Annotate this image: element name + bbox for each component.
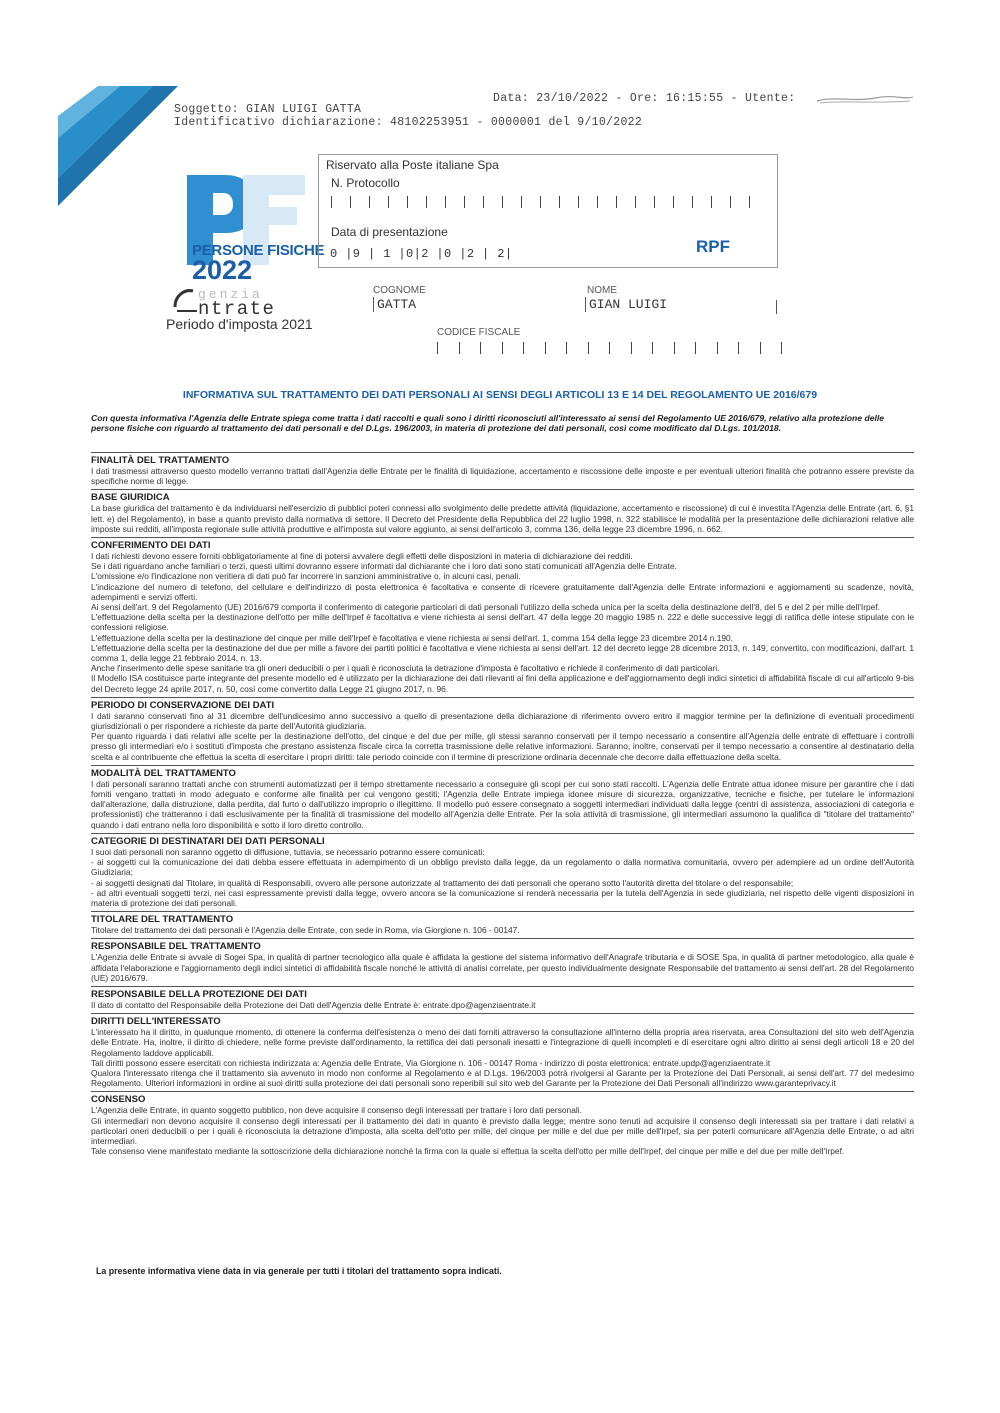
char-cell — [738, 342, 760, 354]
model-code: RPF — [696, 237, 730, 256]
char-cell — [483, 196, 502, 208]
char-cell — [559, 196, 578, 208]
pf-logo-title: PERSONE FISICHE — [192, 242, 325, 259]
char-cell — [521, 196, 540, 208]
char-cell — [717, 342, 739, 354]
agenzia-logo-line1: genzia — [198, 287, 263, 302]
section-title: RESPONSABILE DELLA PROTEZIONE DEI DATI — [91, 988, 307, 1000]
section-title: CONSENSO — [91, 1094, 146, 1106]
char-cell — [566, 342, 588, 354]
section-body: La base giuridica del trattamento è da individuarsi nell'esercizio di pubblici poteri connessi allo svolgimento delle predette attività (liquidazione, accertamento e riscossione) di cui è investita l'Agenzia delle Entrate (art. 6, §1 lett. e) del Regolamento), in base a quanto previsto dalla normativa di settore. Il Decreto del Presidente della Repubblica del 22 luglio 1998, n. 322 stabilisce le modalità per la presentazione delle dichiarazioni relative alle imposte sui redditi, all'imposta regionale sulle attività produttive e all'imposta sul valore aggiunto, ai sensi dell'articolo 3, comma 136, della legge 23 dicembre 1996, n. 662. — [91, 503, 914, 534]
section-title: CONFERIMENTO DEI DATI — [91, 540, 211, 552]
section-body: I dati richiesti devono essere forniti obbligatoriamente al fine di potersi avvalere degli effetti delle disposizioni in materia di dichiarazione dei redditi. Se i dati riguardano anche familiari o terzi, questi ultimi dovranno essere informati dal dichiarante che i loro dati sono stati comunicati all'Agenzia delle Entrate. L'omissione e/o l'indicazione non veritiera di dati può far incorrere in sanzioni amministrative o, in alcuni casi, penali. L'indicazione del numero di telefono, del cellulare e dell'indirizzo di posta elettronica è facoltativa e consente di ricevere gratuitamente dall'Agenzia delle Entrate informazioni e aggiornamenti su scadenze, novità, adempimenti e servizi offerti. Ai sensi dell'art. 9 del Regolamento (UE) 2016/679 comporta il conferimento di categorie particolari di dati personali l'utilizzo della scheda unica per la scelta della destinazione dell'8, del 5 e del 2 per mille dell'Irpef. L'effettuazione della scelta per la destinazione dell'otto per mille dell'Irpef è facoltativa e viene richiesta ai sensi dell'art. 47 della legge 20 maggio 1985 n. 222 e delle successive leggi di ratifica delle intese stipulate con le confessioni religiose. L'effettuazione della scelta per la destinazione del cinque per mille dell'Irpef è facoltativa e viene richiesta ai sensi dell'art. 1, comma 154 della legge 23 dicembre 2014 n.190. L'effettuazione della scelta per la destinazione del due per mille a favore dei partiti politici è facoltativa e viene richiesta ai sensi dell'art. 12 del decreto legge 28 dicembre 2013, n. 149, convertito, con modificazioni, dall'art. 1 comma 1, della legge 21 febbraio 2014, n. 13. Anche l'inserimento delle spese sanitarie tra gli oneri deducibili o per i quali è riconosciuta la detrazione d'imposta è facoltativo e richiede il conferimento di dati particolari. Il Modello ISA costituisce parte integrante del presente modello ed è utilizzato per la dichiarazione dei dati rilevanti ai fini della applicazione e dell'aggiornamento degli indici sintetici di affidabilità fiscale di cui all'articolo 9-bis del Decreto legge 24 aprile 2017, n. 50, così come convertito dalla Legge 21 giugno 2017, n. 96. — [91, 551, 914, 694]
data-presentazione-label: Data di presentazione — [331, 225, 448, 239]
char-cell — [692, 196, 711, 208]
agenzia-entrate-emblem-icon — [171, 285, 201, 315]
char-cell — [616, 196, 635, 208]
section-body: Titolare del trattamento dei dati personali è l'Agenzia delle Entrate, con sede in Roma, via Giorgione n. 106 - 00147. — [91, 925, 520, 936]
char-cell-end — [749, 196, 750, 208]
char-cell — [635, 196, 654, 208]
char-cell — [523, 342, 545, 354]
char-cell — [350, 196, 369, 208]
section-body: Il dato di contatto del Responsabile della Protezione dei Dati dell'Agenzia delle Entrate è: entrate.dpo@agenziaentrate.it — [91, 999, 536, 1010]
poste-reserved-box — [318, 154, 778, 268]
cognome-value: GATTA — [373, 297, 416, 312]
char-cell-end — [781, 342, 782, 354]
codice-fiscale-label: CODICE FISCALE — [437, 327, 521, 338]
char-cell — [673, 196, 692, 208]
poste-reserved-label: Riservato alla Poste italiane Spa — [326, 158, 499, 172]
header-data-ora: Data: 23/10/2022 - Ore: 16:15:55 - Utente: — [493, 92, 796, 105]
section-title: MODALITÀ DEL TRATTAMENTO — [91, 767, 236, 779]
codice-fiscale-field — [437, 342, 782, 354]
informativa-intro: Con questa informativa l'Agenzia delle Entrate spiega come tratta i dati raccolti e quali sono i diritti riconosciuti all'interessato ai sensi del Regolamento UE 2016/679, relativo alla protezione delle persone fisiche con riguardo al trattamento dei dati personali e del D.Lgs. 196/2003, in materia di protezione dei dati personali, così come modificato dal D.Lgs. 101/2018. — [91, 413, 885, 433]
protocollo-label: N. Protocollo — [331, 176, 400, 190]
informativa-sections — [91, 452, 914, 1159]
nome-value: GIAN LUIGI — [585, 297, 667, 312]
char-cell — [426, 196, 445, 208]
char-cell — [711, 196, 730, 208]
char-cell — [609, 342, 631, 354]
cognome-label: COGNOME — [373, 285, 426, 296]
char-cell — [369, 196, 388, 208]
section — [91, 697, 914, 762]
char-cell — [540, 196, 559, 208]
char-cell — [631, 342, 653, 354]
char-cell — [597, 196, 616, 208]
section — [91, 489, 914, 534]
char-cell — [652, 342, 674, 354]
char-cell — [502, 342, 524, 354]
section — [91, 911, 914, 935]
section — [91, 765, 914, 830]
section-title: BASE GIURIDICA — [91, 492, 170, 504]
header-identificativo: Identificativo dichiarazione: 48102253951 - 0000001 del 9/10/2022 — [174, 116, 643, 129]
char-cell — [578, 196, 597, 208]
char-cell — [674, 342, 696, 354]
section-body: I suoi dati personali non saranno oggetto di diffusione, tuttavia, se necessario potranno essere comunicati: - ai soggetti cui la comunicazione dei dati debba essere effettuata in adempimento di un obbligo previsto dalla legge, da un regolamento o dalla normativa comunitaria, ovvero per adempiere ad un ordine dell'Autorità Giudiziaria; - ai soggetti designati dal Titolare, in qualità di Responsabili, ovvero alle persone autorizzate al trattamento dei dati personali che operano sotto l'autorità diretta del titolare o del responsabile; - ad altri eventuali soggetti terzi, nei casi espressamente previsti dalla legge, ovvero ancora se la comunicazione si renderà necessaria per la tutela dell'Agenzia in sede giudiziaria, nel rispetto delle vigenti disposizioni in materia di protezione dei dati personali. — [91, 846, 914, 908]
nome-field-end — [776, 300, 777, 314]
section-body: I dati saranno conservati fino al 31 dicembre dell'undicesimo anno successivo a quello di presentazione della dichiarazione di riferimento ovvero entro il maggior termine per la definizione di eventuali procedimenti giurisdizionali o per rispondere a richieste da parte dell'Autorità giudiziaria. Per quanto riguarda i dati relativi alle scelte per la destinazione dell'otto, del cinque e del due per mille, gli stessi saranno conservati per il tempo necessario a consentire all'Agenzia delle entrate di effettuare i controlli presso gli intermediari e/o i sostituti d'imposta che prestano assistenza fiscale circa la corretta trasmissione delle relative informazioni. Saranno, inoltre, conservati per il tempo necessario a consentire al destinatario della scelta e al contribuente che effettua la scelta di esercitare i propri diritti: tale periodo coincide con il termine di prescrizione ordinaria decennale che decorre dalla effettuazione della scelta. — [91, 710, 914, 762]
section-body: L'Agenzia delle Entrate, in quanto soggetto pubblico, non deve acquisire il consenso degli interessati per trattare i loro dati personali. Gli intermediari non devono acquisire il consenso degli interessati per il trattamento dei dati in quanto è previsto dalla legge; mentre sono tenuti ad acquisire il consenso degli interessati sia per trattare i dati relativi a particolari oneri deducibili o per i quali è riconosciuta la detrazione d'imposta, alla scelta dell'otto per mille, del cinque per mille e del due per mille dell'Irpef, sia per poterli comunicare all'Agenzia delle Entrate, o ad altri intermediari. Tale consenso viene manifestato mediante la sottoscrizione della dichiarazione nonché la firma con la quale si effettua la scelta dell'otto per mille dell'Irpef, del cinque per mille e del due per mille dell'Irpef. — [91, 1105, 914, 1157]
section-body: L'interessato ha il diritto, in qualunque momento, di ottenere la conferma dell'esistenza o meno dei dati forniti attraverso la consultazione all'interno della propria area riservata, area Consultazioni del sito web dell'Agenzia delle Entrate. Ha, inoltre, il diritto di chiedere, nelle forme previste dall'ordinamento, la rettifica dei dati personali inesatti e l'integrazione di quelli incompleti e di esercitare ogni altro diritto ai sensi degli articoli 18 e 20 del Regolamento laddove applicabili. Tali diritti possono essere esercitati con richiesta indirizzata a: Agenzia delle Entrate, Via Giorgione n. 106 - 00147 Roma - indirizzo di posta elettronica: entrate.updp@agenziaentrate.it Qualora l'interessato ritenga che il trattamento sia avvenuto in modo non conforme al Regolamento e al D.Lgs. 196/2003 potrà rivolgersi al Garante per la Protezione dei Dati Personali, ai sensi dell'art. 77 del medesimo Regolamento. Ulteriori informazioni in ordine ai suoi diritti sulla protezione dei dati personali sono reperibili sul sito web del Garante per la Protezione dei Dati Personali all'indirizzo www.garanteprivacy.it — [91, 1027, 914, 1089]
section-title: CATEGORIE DI DESTINATARI DEI DATI PERSONALI — [91, 835, 325, 847]
nome-label: NOME — [587, 285, 617, 296]
char-cell — [331, 196, 350, 208]
section-title: PERIODO DI CONSERVAZIONE DEI DATI — [91, 699, 275, 711]
char-cell — [459, 342, 481, 354]
section — [91, 537, 914, 694]
section — [91, 938, 914, 983]
section — [91, 452, 914, 486]
char-cell — [654, 196, 673, 208]
section-title: DIRITTI DELL'INTERESSATO — [91, 1016, 221, 1028]
data-presentazione-value: 0 |9 | 1 |0|2 |0 |2 | 2| — [330, 247, 513, 261]
section-title: RESPONSABILE DEL TRATTAMENTO — [91, 941, 261, 953]
char-cell — [545, 342, 567, 354]
section-body: L'Agenzia delle Entrate si avvale di Sogei Spa, in qualità di partner tecnologico alla quale è affidata la gestione del sistema informativo dell'Anagrafe tributaria e di SOSE Spa, in qualità di partner metodologico, alla quale è affidata l'elaborazione e l'aggiornamento degli indici sintetici di affidabilità fiscale nonché le attività di analisi correlate, per questo individualmente designate Responsabile del trattamento ai sensi dell'art. 28 del Regolamento (UE) 2016/679. — [91, 952, 914, 983]
char-cell — [464, 196, 483, 208]
char-cell — [437, 342, 459, 354]
informativa-closing: La presente informativa viene data in via generale per tutti i titolari del trattamento sopra indicati. — [96, 1266, 502, 1276]
agenzia-logo-line2: ntrate — [198, 298, 276, 320]
char-cell — [388, 196, 407, 208]
section-body: I dati personali saranno trattati anche con strumenti automatizzati per il tempo strettamente necessario a conseguire gli scopi per cui sono stati raccolti. L'Agenzia delle Entrate attua idonee misure per garantire che i dati forniti vengano trattati in modo adeguato e conforme alle finalità per cui vengono gestiti; l'Agenzia delle Entrate impiega idonee misure di sicurezza, organizzative, tecniche e fisiche, per tutelare le informazioni dall'alterazione, dalla distruzione, dalla perdita, dal furto o dall'utilizzo improprio o illegittimo. Il modello può essere consegnato a soggetti intermediari individuati dalla legge (centri di assistenza, associazioni di categoria e professionisti) che tratteranno i dati esclusivamente per la finalità di trasmissione del modello all'Agenzia delle Entrate. Per la sola attività di trasmissione, gli intermediari assumono la qualifica di "titolare del trattamento" quando i dati entrano nella loro disponibilità e sotto il loro diretto controllo. — [91, 778, 914, 830]
char-cell — [502, 196, 521, 208]
char-cell — [695, 342, 717, 354]
periodo-imposta: Periodo d'imposta 2021 — [166, 316, 313, 332]
section-title: TITOLARE DEL TRATTAMENTO — [91, 914, 234, 926]
informativa-title: INFORMATIVA SUL TRATTAMENTO DEI DATI PERSONALI AI SENSI DEGLI ARTICOLI 13 E 14 DEL REGOLAMENTO UE 2016/679 — [182, 389, 818, 401]
char-cell — [588, 342, 610, 354]
section — [91, 833, 914, 908]
char-cell — [407, 196, 426, 208]
char-cell — [480, 342, 502, 354]
section — [91, 986, 914, 1010]
corner-triangle-graphic — [58, 86, 178, 221]
section-title: FINALITÀ DEL TRATTAMENTO — [91, 455, 230, 466]
protocollo-field — [331, 196, 750, 208]
header-soggetto: Soggetto: GIAN LUIGI GATTA — [174, 103, 362, 116]
char-cell — [730, 196, 749, 208]
char-cell — [760, 342, 782, 354]
section — [91, 1091, 914, 1156]
pf-logo-year: 2022 — [192, 255, 253, 285]
redacted-user-scribble — [815, 92, 915, 106]
char-cell — [445, 196, 464, 208]
section — [91, 1013, 914, 1088]
section-body: I dati trasmessi attraverso questo modello verranno trattati dall'Agenzia delle Entrate per le finalità di liquidazione, accertamento e riscossione delle imposte e per eventuali ulteriori finalità che potranno essere previste da specifiche norme di legge. — [91, 466, 914, 487]
